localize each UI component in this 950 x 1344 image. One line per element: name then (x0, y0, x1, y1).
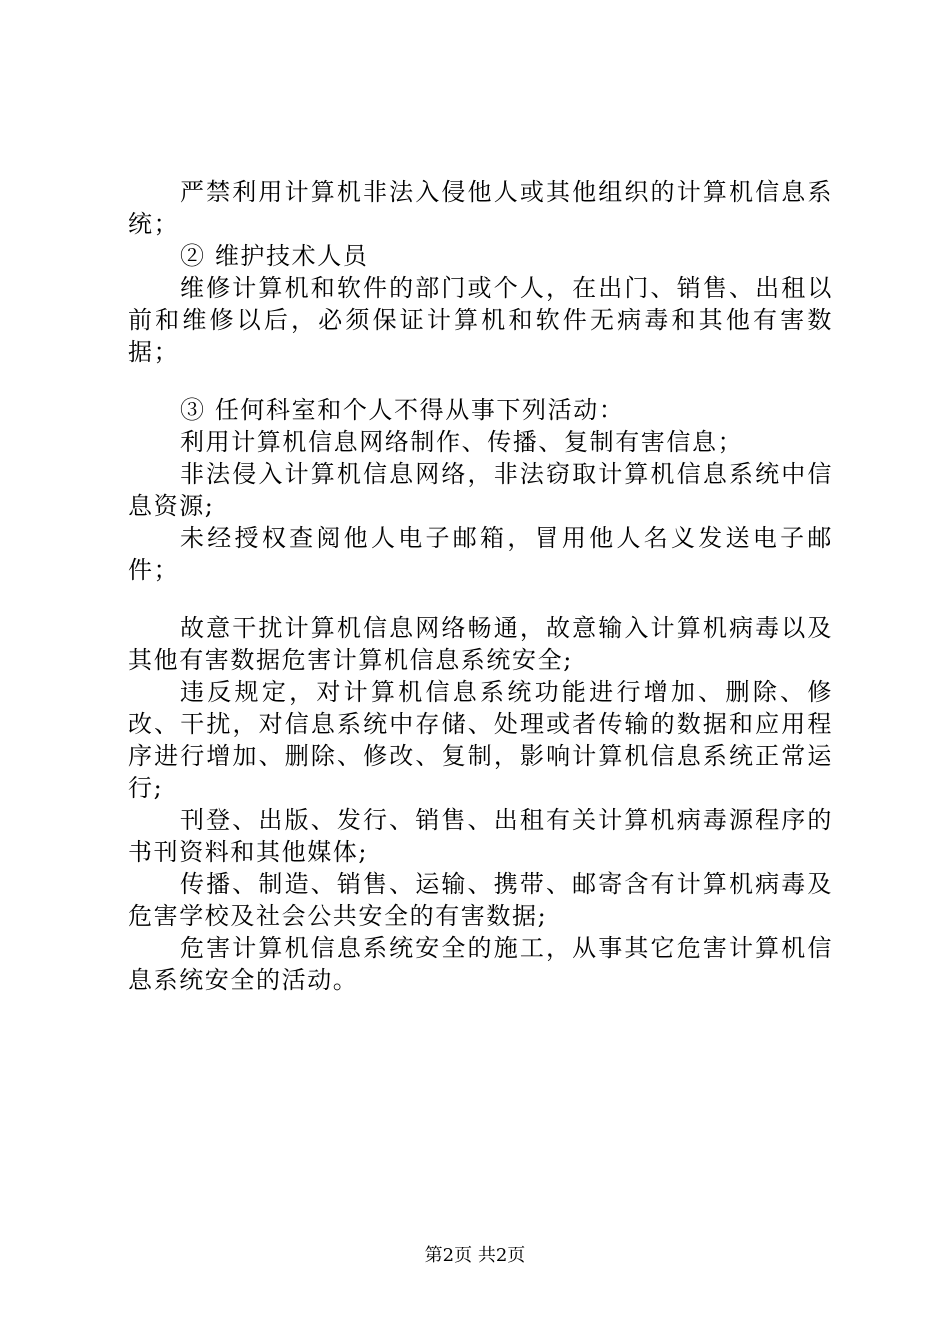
paragraph-maintenance-requirement: 维修计算机和软件的部门或个人，在出门、销售、出租以前和维修以后，必须保证计算机和软件无病毒和其他有害数据； (128, 274, 833, 366)
document-body (128, 176, 833, 996)
paragraph-spacer (128, 368, 833, 394)
paragraph-virus-distribution: 传播、制造、销售、运输、携带、邮寄含有计算机病毒及危害学校及社会公共安全的有害数据; (128, 870, 833, 930)
paragraph-spacer (128, 586, 833, 612)
paragraph-network-interference: 故意干扰计算机信息网络畅通，故意输入计算机病毒以及其他有害数据危害计算机信息系统安全; (128, 614, 833, 674)
paragraph-virus-publication: 刊登、出版、发行、销售、出租有关计算机病毒源程序的书刊资料和其他媒体; (128, 806, 833, 866)
paragraph-prohibit-intrusion: 严禁利用计算机非法入侵他人或其他组织的计算机信息系统； (128, 178, 833, 238)
paragraph-illegal-access: 非法侵入计算机信息网络，非法窃取计算机信息系统中信息资源; (128, 460, 833, 520)
paragraph-harmful-construction: 危害计算机信息系统安全的施工，从事其它危害计算机信息系统安全的活动。 (128, 934, 833, 994)
section-heading-maintenance-staff: ② 维护技术人员 (180, 242, 369, 270)
section-heading-prohibited-activities: ③ 任何科室和个人不得从事下列活动： (180, 396, 625, 424)
paragraph-system-tampering: 违反规定，对计算机信息系统功能进行增加、删除、修改、干扰，对信息系统中存储、处理或者传输的数据和应用程序进行增加、删除、修改、复制，影响计算机信息系统正常运行; (128, 678, 833, 802)
paragraph-email-misuse: 未经授权查阅他人电子邮箱，冒用他人名义发送电子邮件； (128, 524, 833, 584)
paragraph-harmful-info: 利用计算机信息网络制作、传播、复制有害信息； (180, 428, 744, 456)
page-number-footer: 第2页 共2页 (424, 1245, 526, 1266)
